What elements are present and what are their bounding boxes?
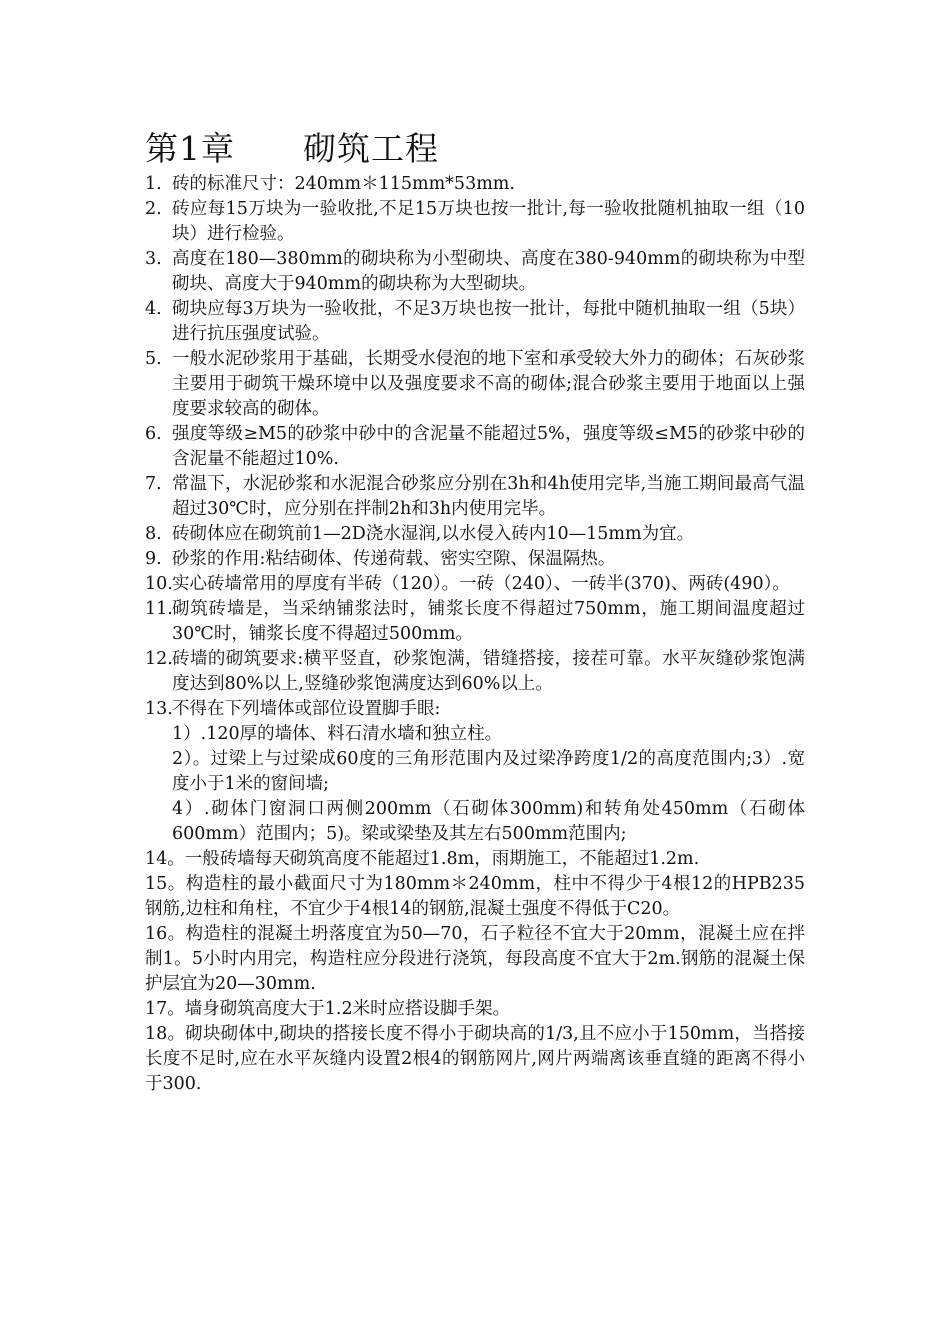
item-text: 一般水泥砂浆用于基础，长期受水侵泡的地下室和承受较大外力的砌体；石灰砂浆主要用于砌筑干燥环境中以及强度要求不高的砌体;混合砂浆主要用于地面以上强度要求较高的砌体。: [172, 349, 805, 419]
sub-item: 2）。过梁上与过梁成60度的三角形范围内及过梁净跨度1/2的高度范围内;3）.宽度小于1米的窗间墙;: [172, 749, 805, 794]
item-number: 5.: [145, 349, 162, 369]
list-item: [145, 197, 805, 247]
item-number: 9.: [145, 549, 162, 569]
paragraph: 14。一般砖墙每天砌筑高度不能超过1.8m，雨期施工，不能超过1.2m.: [145, 849, 700, 869]
item-text: 砖应每15万块为一验收批,不足15万块也按一批计,每一验收批随机抽取一组（10块）进行检验。: [172, 199, 805, 244]
list-item: [145, 547, 805, 572]
item-number: 13.: [145, 699, 173, 719]
item-number: 2.: [145, 199, 162, 219]
paragraph: 17。墙身砌筑高度大于1.2米时应搭设脚手架。: [145, 999, 511, 1019]
item-number: 12.: [145, 649, 173, 669]
list-item: [145, 522, 805, 547]
item-number: 1.: [145, 174, 162, 194]
list-item: [145, 697, 805, 722]
item-text: 砖的标准尺寸：240mm＊115mm*53mm.: [172, 174, 515, 194]
item-number: 6.: [145, 424, 162, 444]
paragraph: 18。砌块砌体中,砌块的搭接长度不得小于砌块高的1/3,且不应小于150mm，当搭接长度不足时,应在水平灰缝内设置2根4的钢筋网片,网片两端离该垂直缝的距离不得小于300.: [145, 1024, 805, 1094]
paragraph: 15。构造柱的最小截面尺寸为180mm＊240mm，柱中不得少于4根12的HPB235钢筋,边柱和角柱，不宜少于4根14的钢筋,混凝土强度不得低于C20。: [145, 874, 805, 919]
list-item: [145, 472, 805, 522]
list-item: [145, 347, 805, 422]
list-item: [145, 422, 805, 472]
list-item: [145, 172, 805, 197]
sub-item: 1）.120厚的墙体、料石清水墙和独立柱。: [172, 724, 503, 744]
item-number: 8.: [145, 524, 162, 544]
sub-item: 4）.砌体门窗洞口两侧200mm（石砌体300mm)和转角处450mm（石砌体600mm）范围内；5)。梁或梁垫及其左右500mm范围内;: [172, 799, 805, 844]
list-item: [145, 647, 805, 697]
item-text: 常温下，水泥砂浆和水泥混合砂浆应分别在3h和4h使用完毕,当施工期间最高气温超过30℃时，应分别在拌制2h和3h内使用完毕。: [172, 474, 805, 519]
item-text: 强度等级≥M5的砂浆中砂中的含泥量不能超过5%，强度等级≤M5的砂浆中砂的含泥量不能超过10%.: [172, 424, 805, 469]
item-text: 砖墙的砌筑要求:横平竖直，砂浆饱满，错缝搭接，接茬可靠。水平灰缝砂浆饱满度达到80%以上,竖缝砂浆饱满度达到60%以上。: [172, 649, 805, 694]
item-text: 高度在180—380mm的砌块称为小型砌块、高度在380-940mm的砌块称为中型砌块、高度大于940mm的砌块称为大型砌块。: [172, 249, 805, 294]
item-text: 实心砖墙常用的厚度有半砖（120）。一砖（240）、一砖半(370)、两砖(490）。: [172, 574, 790, 594]
list-item: [145, 597, 805, 647]
item-number: 3.: [145, 249, 162, 269]
chapter-title: 第1章 砌筑工程: [145, 129, 439, 168]
item-text: 砌筑砖墙是，当采纳铺浆法时，铺浆长度不得超过750mm，施工期间温度超过30℃时，铺浆长度不得超过500mm。: [172, 599, 805, 644]
item-number: 4.: [145, 299, 162, 319]
paragraph: 16。构造柱的混凝土坍落度宜为50—70，石子粒径不宜大于20mm，混凝土应在拌制1。5小时内用完，构造柱应分段进行浇筑，每段高度不宜大于2m.钢筋的混凝土保护层宜为20—30mm.: [145, 924, 805, 994]
document-body: [145, 172, 805, 1097]
list-item: [145, 572, 805, 597]
item-text: 砖砌体应在砌筑前1—2D浇水湿润,以水侵入砖内10—15mm为宜。: [172, 524, 695, 544]
item-text: 砂浆的作用:粘结砌体、传递荷载、密实空隙、保温隔热。: [172, 549, 616, 569]
item-number: 10.: [145, 574, 173, 594]
item-number: 7.: [145, 474, 162, 494]
item-text: 砌块应每3万块为一验收批，不足3万块也按一批计，每批中随机抽取一组（5块）进行抗压强度试验。: [172, 299, 805, 344]
list-item: [145, 297, 805, 347]
item-number: 11.: [145, 599, 173, 619]
item-text: 不得在下列墙体或部位设置脚手眼:: [172, 699, 441, 719]
list-item: [145, 247, 805, 297]
